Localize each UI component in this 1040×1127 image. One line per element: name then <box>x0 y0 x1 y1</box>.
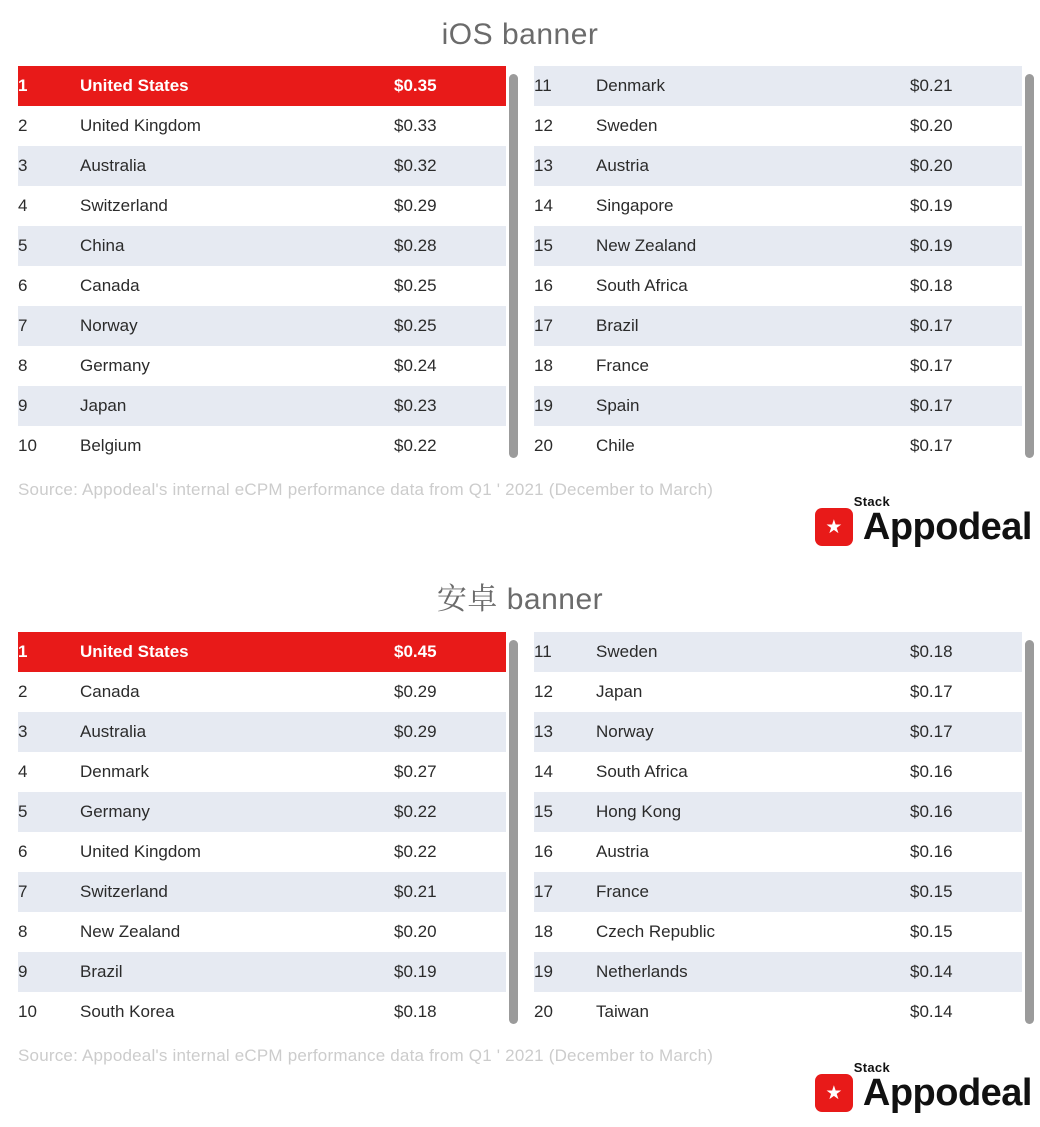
cell-rank: 3 <box>18 712 80 752</box>
cell-value: $0.28 <box>394 226 506 266</box>
cell-country: Chile <box>596 426 910 466</box>
cell-rank: 15 <box>534 226 596 266</box>
cell-value: $0.18 <box>910 632 1022 672</box>
rank-table-ios-right-body <box>534 66 1022 466</box>
cell-value: $0.33 <box>394 106 506 146</box>
table-row[interactable] <box>18 712 506 752</box>
rank-table-ios-left <box>18 66 506 466</box>
cell-country: United States <box>80 632 394 672</box>
rank-table-ios-left-body <box>18 66 506 466</box>
cell-value: $0.16 <box>910 832 1022 872</box>
table-row[interactable] <box>534 992 1022 1032</box>
cell-rank: 13 <box>534 146 596 186</box>
section-android <box>0 554 1040 1120</box>
cell-value: $0.17 <box>910 306 1022 346</box>
cell-value: $0.29 <box>394 186 506 226</box>
cell-value: $0.17 <box>910 426 1022 466</box>
table-row[interactable] <box>534 792 1022 832</box>
cell-rank: 18 <box>534 346 596 386</box>
cell-value: $0.20 <box>394 912 506 952</box>
cell-rank: 13 <box>534 712 596 752</box>
cell-rank: 17 <box>534 306 596 346</box>
page-title-ios: iOS banner <box>441 18 599 51</box>
cell-country: Taiwan <box>596 992 910 1032</box>
section-ios <box>0 0 1040 554</box>
cell-country: Japan <box>596 672 910 712</box>
cell-rank: 6 <box>18 266 80 306</box>
logo-wordmark: Appodeal <box>862 505 1032 548</box>
table-row[interactable] <box>534 872 1022 912</box>
star-icon-2 <box>815 1074 853 1112</box>
cell-country: France <box>596 872 910 912</box>
cell-rank: 4 <box>18 752 80 792</box>
table-row[interactable] <box>534 752 1022 792</box>
cell-value: $0.35 <box>394 66 506 106</box>
cell-rank: 4 <box>18 186 80 226</box>
cell-country: South Africa <box>596 752 910 792</box>
rank-table-android-left-body <box>18 632 506 1032</box>
cell-country: Hong Kong <box>596 792 910 832</box>
table-row[interactable] <box>534 146 1022 186</box>
cell-rank: 5 <box>18 792 80 832</box>
cell-rank: 11 <box>534 66 596 106</box>
table-wrap-android-right <box>534 632 1022 1032</box>
scrollbar-ios-right[interactable] <box>1025 74 1034 458</box>
logo-android <box>0 1060 1040 1120</box>
table-row[interactable] <box>18 106 506 146</box>
cell-value: $0.22 <box>394 426 506 466</box>
table-row[interactable] <box>18 832 506 872</box>
cell-country: New Zealand <box>80 912 394 952</box>
table-row[interactable] <box>18 752 506 792</box>
rank-table-ios-right <box>534 66 1022 466</box>
table-row[interactable] <box>534 386 1022 426</box>
table-row[interactable] <box>18 386 506 426</box>
table-row[interactable] <box>534 266 1022 306</box>
cell-value: $0.29 <box>394 712 506 752</box>
table-wrap-ios-right <box>534 66 1022 466</box>
cell-rank: 6 <box>18 832 80 872</box>
table-row[interactable] <box>18 952 506 992</box>
rank-table-android-right <box>534 632 1022 1032</box>
cell-rank: 9 <box>18 952 80 992</box>
cell-value: $0.27 <box>394 752 506 792</box>
cell-country: Switzerland <box>80 872 394 912</box>
cell-rank: 20 <box>534 992 596 1032</box>
star-glyph-2: ★ <box>825 1082 843 1104</box>
cell-rank: 15 <box>534 792 596 832</box>
cell-value: $0.29 <box>394 672 506 712</box>
rank-table-android-left <box>18 632 506 1032</box>
cell-country: Australia <box>80 712 394 752</box>
cell-country: Switzerland <box>80 186 394 226</box>
cell-rank: 12 <box>534 106 596 146</box>
cell-country: Denmark <box>80 752 394 792</box>
star-glyph: ★ <box>825 516 843 538</box>
cell-value: $0.24 <box>394 346 506 386</box>
cell-rank: 1 <box>18 632 80 672</box>
cell-value: $0.16 <box>910 752 1022 792</box>
table-row[interactable] <box>534 106 1022 146</box>
cell-country: China <box>80 226 394 266</box>
rank-table-android-right-body <box>534 632 1022 1032</box>
logo-wordmark-2: Appodeal <box>862 1071 1032 1114</box>
table-row[interactable] <box>18 346 506 386</box>
cell-rank: 7 <box>18 872 80 912</box>
cell-rank: 14 <box>534 186 596 226</box>
cell-value: $0.20 <box>910 106 1022 146</box>
cell-value: $0.15 <box>910 872 1022 912</box>
table-row[interactable] <box>534 346 1022 386</box>
cell-country: South Africa <box>596 266 910 306</box>
table-wrap-ios-left <box>18 66 506 466</box>
cell-rank: 11 <box>534 632 596 672</box>
cell-rank: 19 <box>534 386 596 426</box>
cell-country: Czech Republic <box>596 912 910 952</box>
cell-value: $0.23 <box>394 386 506 426</box>
cell-value: $0.32 <box>394 146 506 186</box>
cell-value: $0.22 <box>394 832 506 872</box>
cell-country: Japan <box>80 386 394 426</box>
logo-stack-label-2: Stack <box>853 1060 890 1075</box>
table-row[interactable] <box>18 306 506 346</box>
cell-country: Canada <box>80 672 394 712</box>
cell-country: Germany <box>80 792 394 832</box>
table-row[interactable] <box>534 306 1022 346</box>
cell-value: $0.25 <box>394 266 506 306</box>
cell-country: Canada <box>80 266 394 306</box>
star-icon <box>815 508 853 546</box>
cell-value: $0.17 <box>910 712 1022 752</box>
cell-country: Spain <box>596 386 910 426</box>
scrollbar-ios-left[interactable] <box>509 74 518 458</box>
table-row[interactable] <box>18 186 506 226</box>
cell-country: United Kingdom <box>80 832 394 872</box>
tables-ios <box>0 66 1040 466</box>
cell-value: $0.14 <box>910 992 1022 1032</box>
cell-rank: 20 <box>534 426 596 466</box>
cell-country: New Zealand <box>596 226 910 266</box>
table-row[interactable] <box>18 872 506 912</box>
logo-ios <box>0 494 1040 554</box>
cell-rank: 1 <box>18 66 80 106</box>
table-row[interactable] <box>534 226 1022 266</box>
cell-value: $0.19 <box>910 226 1022 266</box>
cell-value: $0.17 <box>910 346 1022 386</box>
cell-value: $0.14 <box>910 952 1022 992</box>
table-row[interactable] <box>18 426 506 466</box>
cell-value: $0.18 <box>910 266 1022 306</box>
cell-rank: 7 <box>18 306 80 346</box>
cell-country: Brazil <box>80 952 394 992</box>
table-row[interactable] <box>18 66 506 106</box>
cell-country: Norway <box>596 712 910 752</box>
page-title-android: 安卓 banner <box>436 583 604 616</box>
tables-android <box>0 632 1040 1032</box>
table-row[interactable] <box>18 632 506 672</box>
cell-country: Denmark <box>596 66 910 106</box>
table-row[interactable] <box>534 952 1022 992</box>
cell-rank: 16 <box>534 266 596 306</box>
cell-rank: 9 <box>18 386 80 426</box>
cell-country: Germany <box>80 346 394 386</box>
cell-value: $0.17 <box>910 386 1022 426</box>
cell-rank: 8 <box>18 346 80 386</box>
cell-country: Brazil <box>596 306 910 346</box>
table-row[interactable] <box>18 992 506 1032</box>
cell-country: Singapore <box>596 186 910 226</box>
cell-country: Austria <box>596 146 910 186</box>
cell-country: Sweden <box>596 632 910 672</box>
table-row[interactable] <box>534 912 1022 952</box>
cell-rank: 8 <box>18 912 80 952</box>
cell-rank: 3 <box>18 146 80 186</box>
cell-value: $0.21 <box>910 66 1022 106</box>
cell-rank: 10 <box>18 992 80 1032</box>
cell-rank: 17 <box>534 872 596 912</box>
cell-rank: 19 <box>534 952 596 992</box>
table-row[interactable] <box>534 632 1022 672</box>
scrollbar-android-left[interactable] <box>509 640 518 1024</box>
cell-rank: 16 <box>534 832 596 872</box>
scrollbar-android-right[interactable] <box>1025 640 1034 1024</box>
table-row[interactable] <box>534 712 1022 752</box>
table-row[interactable] <box>18 146 506 186</box>
cell-country: United Kingdom <box>80 106 394 146</box>
cell-value: $0.17 <box>910 672 1022 712</box>
table-row[interactable] <box>534 832 1022 872</box>
cell-rank: 10 <box>18 426 80 466</box>
cell-country: Norway <box>80 306 394 346</box>
cell-rank: 14 <box>534 752 596 792</box>
cell-country: United States <box>80 66 394 106</box>
table-row[interactable] <box>534 426 1022 466</box>
table-row[interactable] <box>534 66 1022 106</box>
source-note-android: Source: Appodeal's internal eCPM performance data from Q1 ' 2021 (December to March) <box>18 1046 714 1065</box>
cell-country: Sweden <box>596 106 910 146</box>
table-row[interactable] <box>18 266 506 306</box>
cell-country: Australia <box>80 146 394 186</box>
cell-value: $0.25 <box>394 306 506 346</box>
cell-country: France <box>596 346 910 386</box>
table-row[interactable] <box>534 186 1022 226</box>
table-row[interactable] <box>534 672 1022 712</box>
cell-value: $0.45 <box>394 632 506 672</box>
cell-value: $0.20 <box>910 146 1022 186</box>
cell-value: $0.16 <box>910 792 1022 832</box>
cell-rank: 18 <box>534 912 596 952</box>
cell-country: South Korea <box>80 992 394 1032</box>
cell-rank: 5 <box>18 226 80 266</box>
cell-value: $0.21 <box>394 872 506 912</box>
table-row[interactable] <box>18 672 506 712</box>
cell-value: $0.22 <box>394 792 506 832</box>
table-row[interactable] <box>18 912 506 952</box>
table-row[interactable] <box>18 792 506 832</box>
cell-value: $0.15 <box>910 912 1022 952</box>
cell-country: Belgium <box>80 426 394 466</box>
cell-country: Austria <box>596 832 910 872</box>
table-row[interactable] <box>18 226 506 266</box>
cell-country: Netherlands <box>596 952 910 992</box>
cell-rank: 2 <box>18 106 80 146</box>
source-note-ios: Source: Appodeal's internal eCPM performance data from Q1 ' 2021 (December to March) <box>18 480 714 499</box>
cell-value: $0.18 <box>394 992 506 1032</box>
cell-rank: 2 <box>18 672 80 712</box>
cell-value: $0.19 <box>394 952 506 992</box>
cell-rank: 12 <box>534 672 596 712</box>
cell-value: $0.19 <box>910 186 1022 226</box>
table-wrap-android-left <box>18 632 506 1032</box>
logo-stack-label: Stack <box>853 494 890 509</box>
